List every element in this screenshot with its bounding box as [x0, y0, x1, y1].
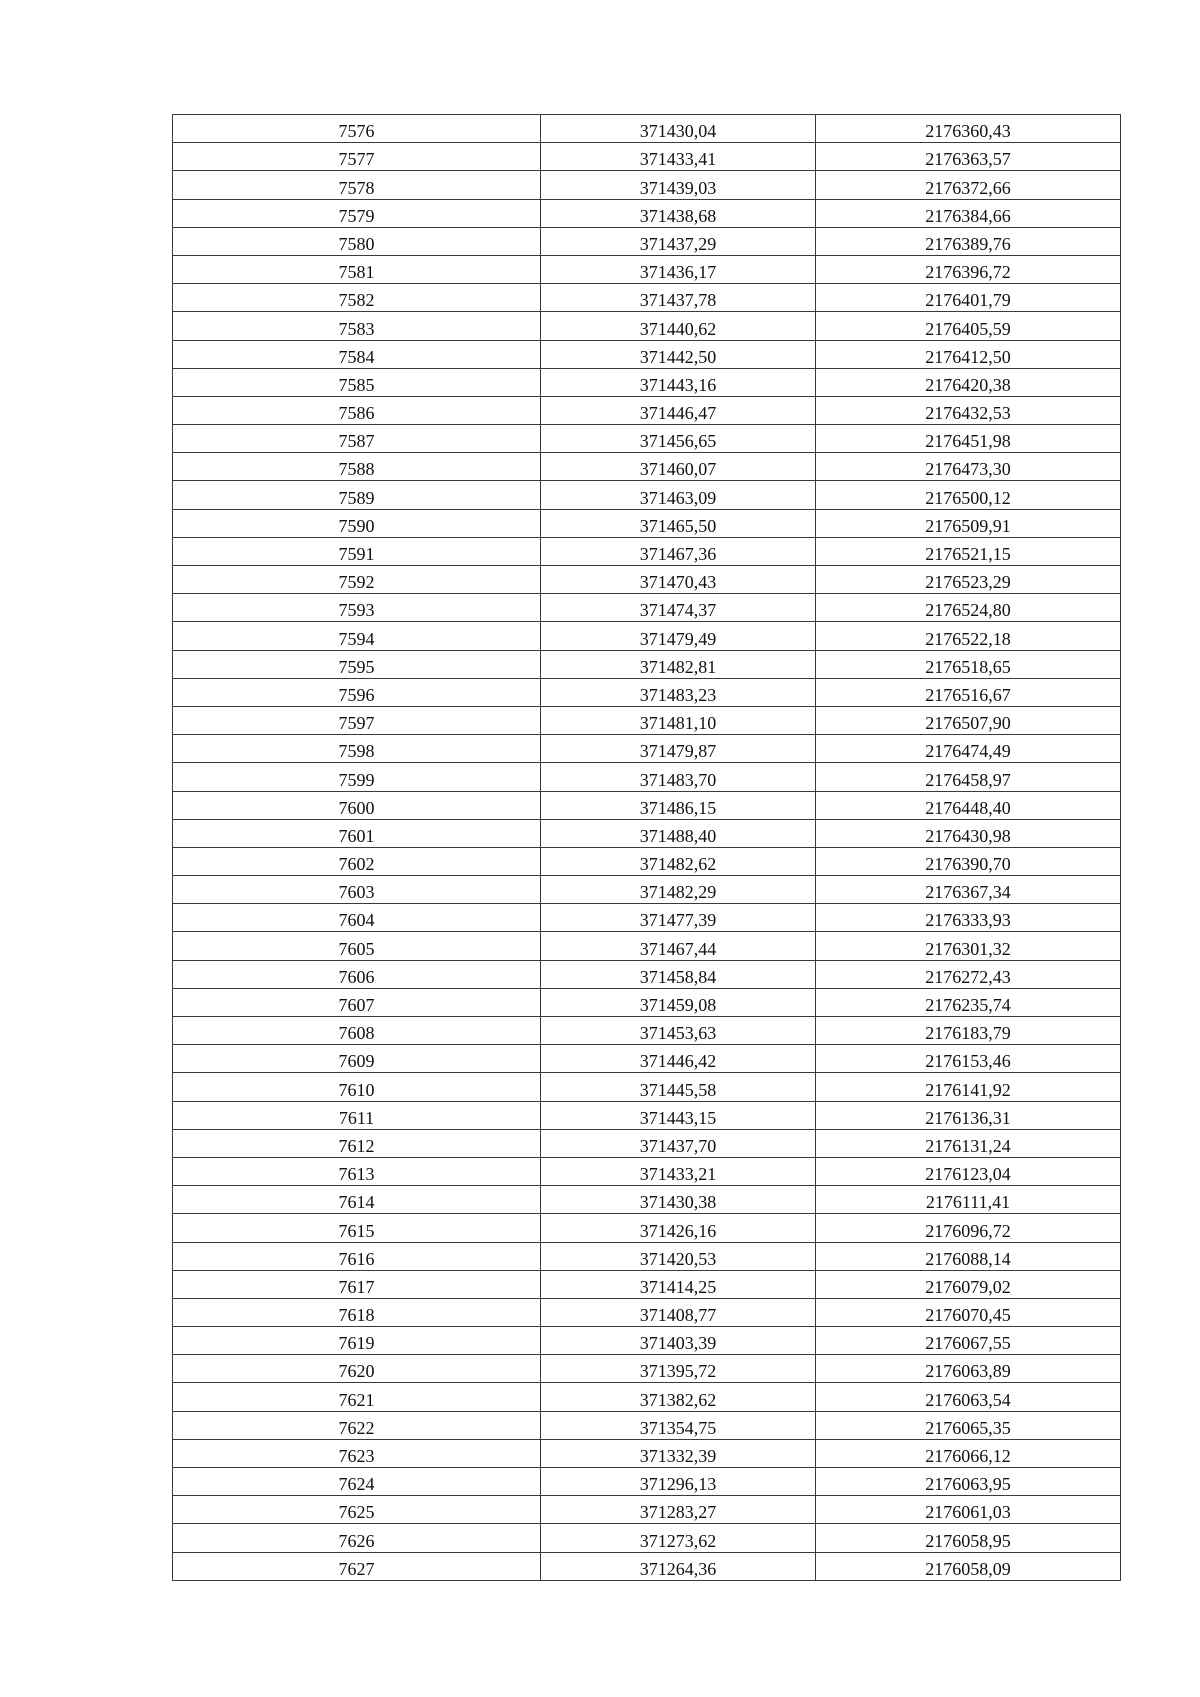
y-coordinate-cell: 2176518,65	[816, 650, 1121, 678]
x-coordinate-cell: 371470,43	[541, 566, 816, 594]
point-number-cell: 7582	[173, 284, 541, 312]
x-coordinate-cell: 371482,29	[541, 876, 816, 904]
table-row	[173, 1298, 1121, 1326]
x-coordinate-cell: 371445,58	[541, 1073, 816, 1101]
table-row	[173, 509, 1121, 537]
table-row	[173, 1214, 1121, 1242]
y-coordinate-cell: 2176141,92	[816, 1073, 1121, 1101]
x-coordinate-cell: 371467,44	[541, 932, 816, 960]
x-coordinate-cell: 371456,65	[541, 425, 816, 453]
y-coordinate-cell: 2176405,59	[816, 312, 1121, 340]
point-number-cell: 7627	[173, 1552, 541, 1580]
y-coordinate-cell: 2176500,12	[816, 481, 1121, 509]
x-coordinate-cell: 371436,17	[541, 255, 816, 283]
y-coordinate-cell: 2176474,49	[816, 735, 1121, 763]
point-number-cell: 7585	[173, 368, 541, 396]
point-number-cell: 7583	[173, 312, 541, 340]
y-coordinate-cell: 2176396,72	[816, 255, 1121, 283]
point-number-cell: 7608	[173, 1017, 541, 1045]
point-number-cell: 7618	[173, 1298, 541, 1326]
point-number-cell: 7614	[173, 1186, 541, 1214]
x-coordinate-cell: 371430,04	[541, 115, 816, 143]
x-coordinate-cell: 371481,10	[541, 706, 816, 734]
y-coordinate-cell: 2176131,24	[816, 1129, 1121, 1157]
point-number-cell: 7613	[173, 1157, 541, 1185]
x-coordinate-cell: 371488,40	[541, 819, 816, 847]
y-coordinate-cell: 2176067,55	[816, 1327, 1121, 1355]
x-coordinate-cell: 371273,62	[541, 1524, 816, 1552]
y-coordinate-cell: 2176058,09	[816, 1552, 1121, 1580]
point-number-cell: 7605	[173, 932, 541, 960]
y-coordinate-cell: 2176389,76	[816, 227, 1121, 255]
table-row	[173, 1186, 1121, 1214]
point-number-cell: 7589	[173, 481, 541, 509]
table-row	[173, 1017, 1121, 1045]
x-coordinate-cell: 371264,36	[541, 1552, 816, 1580]
point-number-cell: 7621	[173, 1383, 541, 1411]
x-coordinate-cell: 371463,09	[541, 481, 816, 509]
y-coordinate-cell: 2176372,66	[816, 171, 1121, 199]
x-coordinate-cell: 371446,42	[541, 1045, 816, 1073]
y-coordinate-cell: 2176401,79	[816, 284, 1121, 312]
point-number-cell: 7620	[173, 1355, 541, 1383]
x-coordinate-cell: 371460,07	[541, 453, 816, 481]
table-row	[173, 1270, 1121, 1298]
y-coordinate-cell: 2176473,30	[816, 453, 1121, 481]
table-row	[173, 791, 1121, 819]
table-row	[173, 594, 1121, 622]
x-coordinate-cell: 371474,37	[541, 594, 816, 622]
y-coordinate-cell: 2176058,95	[816, 1524, 1121, 1552]
point-number-cell: 7612	[173, 1129, 541, 1157]
x-coordinate-cell: 371465,50	[541, 509, 816, 537]
table-row	[173, 678, 1121, 706]
table-row	[173, 1383, 1121, 1411]
x-coordinate-cell: 371430,38	[541, 1186, 816, 1214]
point-number-cell: 7622	[173, 1411, 541, 1439]
point-number-cell: 7623	[173, 1439, 541, 1467]
x-coordinate-cell: 371486,15	[541, 791, 816, 819]
x-coordinate-cell: 371437,78	[541, 284, 816, 312]
table-row	[173, 537, 1121, 565]
x-coordinate-cell: 371382,62	[541, 1383, 816, 1411]
table-row	[173, 115, 1121, 143]
point-number-cell: 7625	[173, 1496, 541, 1524]
table-row	[173, 1355, 1121, 1383]
x-coordinate-cell: 371443,16	[541, 368, 816, 396]
x-coordinate-cell: 371283,27	[541, 1496, 816, 1524]
table-row	[173, 1073, 1121, 1101]
table-row	[173, 1439, 1121, 1467]
point-number-cell: 7616	[173, 1242, 541, 1270]
point-number-cell: 7626	[173, 1524, 541, 1552]
y-coordinate-cell: 2176420,38	[816, 368, 1121, 396]
point-number-cell: 7619	[173, 1327, 541, 1355]
point-number-cell: 7579	[173, 199, 541, 227]
x-coordinate-cell: 371403,39	[541, 1327, 816, 1355]
x-coordinate-cell: 371408,77	[541, 1298, 816, 1326]
y-coordinate-cell: 2176111,41	[816, 1186, 1121, 1214]
coordinates-table	[172, 114, 1121, 1581]
point-number-cell: 7600	[173, 791, 541, 819]
x-coordinate-cell: 371414,25	[541, 1270, 816, 1298]
x-coordinate-cell: 371467,36	[541, 537, 816, 565]
table-row	[173, 763, 1121, 791]
y-coordinate-cell: 2176524,80	[816, 594, 1121, 622]
x-coordinate-cell: 371426,16	[541, 1214, 816, 1242]
point-number-cell: 7609	[173, 1045, 541, 1073]
table-row	[173, 1552, 1121, 1580]
table-row	[173, 566, 1121, 594]
point-number-cell: 7598	[173, 735, 541, 763]
point-number-cell: 7599	[173, 763, 541, 791]
y-coordinate-cell: 2176430,98	[816, 819, 1121, 847]
y-coordinate-cell: 2176448,40	[816, 791, 1121, 819]
y-coordinate-cell: 2176079,02	[816, 1270, 1121, 1298]
table-row	[173, 819, 1121, 847]
y-coordinate-cell: 2176360,43	[816, 115, 1121, 143]
y-coordinate-cell: 2176070,45	[816, 1298, 1121, 1326]
point-number-cell: 7584	[173, 340, 541, 368]
table-row	[173, 988, 1121, 1016]
y-coordinate-cell: 2176065,35	[816, 1411, 1121, 1439]
x-coordinate-cell: 371483,23	[541, 678, 816, 706]
point-number-cell: 7592	[173, 566, 541, 594]
x-coordinate-cell: 371440,62	[541, 312, 816, 340]
y-coordinate-cell: 2176063,54	[816, 1383, 1121, 1411]
point-number-cell: 7604	[173, 904, 541, 932]
x-coordinate-cell: 371354,75	[541, 1411, 816, 1439]
point-number-cell: 7624	[173, 1468, 541, 1496]
y-coordinate-cell: 2176153,46	[816, 1045, 1121, 1073]
table-row	[173, 255, 1121, 283]
x-coordinate-cell: 371479,49	[541, 622, 816, 650]
y-coordinate-cell: 2176363,57	[816, 143, 1121, 171]
x-coordinate-cell: 371437,29	[541, 227, 816, 255]
y-coordinate-cell: 2176063,95	[816, 1468, 1121, 1496]
table-row	[173, 1157, 1121, 1185]
y-coordinate-cell: 2176458,97	[816, 763, 1121, 791]
x-coordinate-cell: 371438,68	[541, 199, 816, 227]
point-number-cell: 7586	[173, 396, 541, 424]
point-number-cell: 7590	[173, 509, 541, 537]
point-number-cell: 7607	[173, 988, 541, 1016]
y-coordinate-cell: 2176123,04	[816, 1157, 1121, 1185]
y-coordinate-cell: 2176390,70	[816, 847, 1121, 875]
x-coordinate-cell: 371453,63	[541, 1017, 816, 1045]
point-number-cell: 7587	[173, 425, 541, 453]
table-row	[173, 650, 1121, 678]
y-coordinate-cell: 2176333,93	[816, 904, 1121, 932]
table-row	[173, 847, 1121, 875]
point-number-cell: 7602	[173, 847, 541, 875]
y-coordinate-cell: 2176088,14	[816, 1242, 1121, 1270]
x-coordinate-cell: 371437,70	[541, 1129, 816, 1157]
table-row	[173, 227, 1121, 255]
y-coordinate-cell: 2176509,91	[816, 509, 1121, 537]
x-coordinate-cell: 371332,39	[541, 1439, 816, 1467]
y-coordinate-cell: 2176522,18	[816, 622, 1121, 650]
point-number-cell: 7576	[173, 115, 541, 143]
table-row	[173, 453, 1121, 481]
x-coordinate-cell: 371433,41	[541, 143, 816, 171]
table-row	[173, 932, 1121, 960]
point-number-cell: 7595	[173, 650, 541, 678]
y-coordinate-cell: 2176272,43	[816, 960, 1121, 988]
table-row	[173, 1101, 1121, 1129]
y-coordinate-cell: 2176521,15	[816, 537, 1121, 565]
table-row	[173, 340, 1121, 368]
point-number-cell: 7591	[173, 537, 541, 565]
y-coordinate-cell: 2176367,34	[816, 876, 1121, 904]
y-coordinate-cell: 2176412,50	[816, 340, 1121, 368]
y-coordinate-cell: 2176063,89	[816, 1355, 1121, 1383]
y-coordinate-cell: 2176061,03	[816, 1496, 1121, 1524]
point-number-cell: 7580	[173, 227, 541, 255]
point-number-cell: 7594	[173, 622, 541, 650]
point-number-cell: 7611	[173, 1101, 541, 1129]
point-number-cell: 7593	[173, 594, 541, 622]
y-coordinate-cell: 2176523,29	[816, 566, 1121, 594]
x-coordinate-cell: 371395,72	[541, 1355, 816, 1383]
table-row	[173, 284, 1121, 312]
y-coordinate-cell: 2176507,90	[816, 706, 1121, 734]
table-row	[173, 396, 1121, 424]
y-coordinate-cell: 2176384,66	[816, 199, 1121, 227]
x-coordinate-cell: 371477,39	[541, 904, 816, 932]
table-row	[173, 481, 1121, 509]
table-row	[173, 1411, 1121, 1439]
table-row	[173, 706, 1121, 734]
x-coordinate-cell: 371420,53	[541, 1242, 816, 1270]
x-coordinate-cell: 371458,84	[541, 960, 816, 988]
y-coordinate-cell: 2176301,32	[816, 932, 1121, 960]
table-row	[173, 876, 1121, 904]
point-number-cell: 7610	[173, 1073, 541, 1101]
table-row	[173, 960, 1121, 988]
point-number-cell: 7577	[173, 143, 541, 171]
table-row	[173, 735, 1121, 763]
table-row	[173, 622, 1121, 650]
point-number-cell: 7597	[173, 706, 541, 734]
table-row	[173, 312, 1121, 340]
y-coordinate-cell: 2176183,79	[816, 1017, 1121, 1045]
x-coordinate-cell: 371483,70	[541, 763, 816, 791]
table-row	[173, 904, 1121, 932]
y-coordinate-cell: 2176516,67	[816, 678, 1121, 706]
table-row	[173, 1524, 1121, 1552]
x-coordinate-cell: 371482,81	[541, 650, 816, 678]
coordinates-table-body	[173, 115, 1121, 1581]
table-row	[173, 1468, 1121, 1496]
y-coordinate-cell: 2176451,98	[816, 425, 1121, 453]
y-coordinate-cell: 2176136,31	[816, 1101, 1121, 1129]
x-coordinate-cell: 371446,47	[541, 396, 816, 424]
y-coordinate-cell: 2176096,72	[816, 1214, 1121, 1242]
y-coordinate-cell: 2176066,12	[816, 1439, 1121, 1467]
table-row	[173, 1045, 1121, 1073]
point-number-cell: 7617	[173, 1270, 541, 1298]
point-number-cell: 7581	[173, 255, 541, 283]
table-row	[173, 171, 1121, 199]
x-coordinate-cell: 371443,15	[541, 1101, 816, 1129]
table-row	[173, 199, 1121, 227]
x-coordinate-cell: 371439,03	[541, 171, 816, 199]
point-number-cell: 7578	[173, 171, 541, 199]
table-row	[173, 1327, 1121, 1355]
point-number-cell: 7615	[173, 1214, 541, 1242]
y-coordinate-cell: 2176235,74	[816, 988, 1121, 1016]
table-row	[173, 1129, 1121, 1157]
x-coordinate-cell: 371442,50	[541, 340, 816, 368]
y-coordinate-cell: 2176432,53	[816, 396, 1121, 424]
point-number-cell: 7606	[173, 960, 541, 988]
point-number-cell: 7596	[173, 678, 541, 706]
point-number-cell: 7603	[173, 876, 541, 904]
table-row	[173, 368, 1121, 396]
x-coordinate-cell: 371459,08	[541, 988, 816, 1016]
table-row	[173, 1242, 1121, 1270]
x-coordinate-cell: 371482,62	[541, 847, 816, 875]
x-coordinate-cell: 371479,87	[541, 735, 816, 763]
x-coordinate-cell: 371296,13	[541, 1468, 816, 1496]
point-number-cell: 7601	[173, 819, 541, 847]
point-number-cell: 7588	[173, 453, 541, 481]
table-row	[173, 425, 1121, 453]
table-row	[173, 143, 1121, 171]
x-coordinate-cell: 371433,21	[541, 1157, 816, 1185]
table-row	[173, 1496, 1121, 1524]
